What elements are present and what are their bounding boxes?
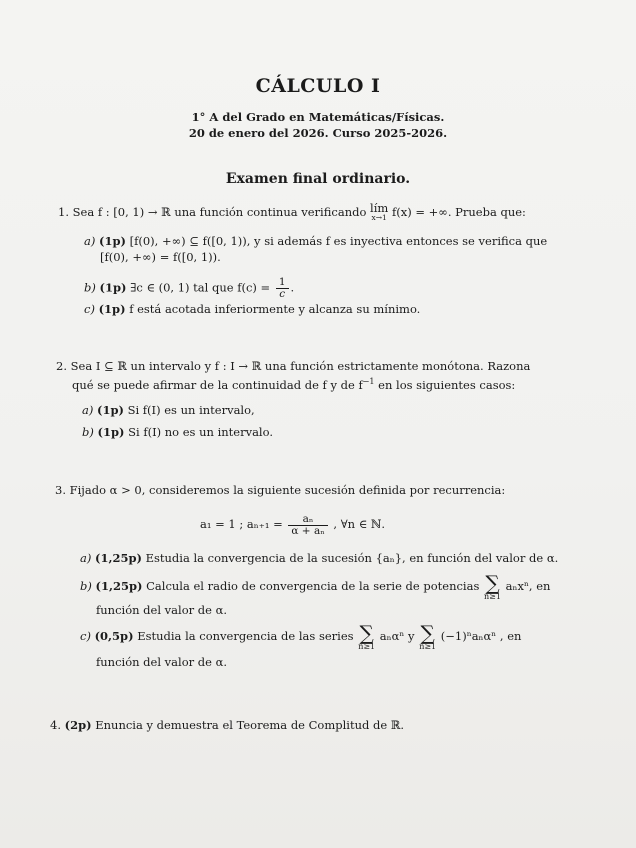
item-text: Calcula el radio de convergencia de la serie de potencias [146, 579, 480, 593]
course-title: CÁLCULO I [255, 75, 381, 97]
limit-word: lím [370, 201, 389, 215]
series-term: aₙxⁿ, en [505, 579, 551, 593]
problem-text: f(x) = +∞. Prueba que: [391, 205, 526, 219]
problem-text: Sea I ⊆ ℝ un intervalo y f : I → ℝ una función estrictamente monótona. Razona [70, 359, 531, 373]
exam-title: Examen final ordinario. [225, 171, 411, 187]
item-marker: c) [84, 302, 95, 316]
fraction-numerator: aₙ [288, 514, 327, 526]
item-marker: b) [80, 579, 92, 593]
item-text: Si f(I) es un intervalo, [127, 403, 255, 417]
item-marker: a) [84, 234, 96, 248]
sum-symbol: ∑ [485, 570, 500, 595]
problem-3b [80, 572, 550, 601]
sum-index: n≥1 [484, 591, 501, 601]
equation-right: , ∀n ∈ ℕ. [333, 517, 386, 531]
sum-symbol: ∑ [420, 620, 435, 645]
item-text: Estudia la convergencia de la sucesión {aₙ}, en función del valor de α. [145, 551, 559, 565]
item-text: Si f(I) no es un intervalo. [128, 425, 273, 439]
points-label: (1p) [97, 425, 125, 439]
series-term: (−1)ⁿaₙαⁿ , en [440, 629, 522, 643]
problem-text: Enuncia y demuestra el Teorema de Complitud de ℝ. [95, 718, 405, 732]
points-label: (1,25p) [95, 579, 143, 593]
item-text-continuation: función del valor de α. [96, 603, 228, 617]
points-label: (1p) [98, 302, 126, 316]
item-marker: b) [84, 280, 96, 295]
problem-3a [80, 551, 558, 565]
item-marker: c) [80, 629, 91, 643]
problem-2-stem [56, 359, 530, 373]
problem-2-stem-continuation [72, 375, 515, 392]
problem-text: qué se puede afirmar de la continuidad de f y de f [72, 377, 363, 392]
problem-4 [50, 718, 404, 732]
problem-1-stem [58, 203, 526, 223]
problem-2b [82, 425, 273, 439]
points-label: (1p) [97, 403, 124, 417]
problem-3-stem [55, 483, 505, 497]
problem-1a [84, 234, 547, 248]
inverse-superscript: −1 [362, 377, 375, 386]
item-text: . [290, 280, 295, 295]
problem-text: en los siguientes casos: [378, 377, 516, 392]
item-text: [f(0), +∞) ⊆ f([0, 1)), y si además f es inyectiva entonces se verifica que [129, 234, 548, 248]
series-term: aₙαⁿ y [379, 629, 415, 643]
problem-2a [82, 403, 255, 417]
points-label: (1p) [99, 280, 127, 295]
problem-1c [84, 302, 420, 316]
fraction-denominator: c [279, 288, 286, 300]
problem-number: 2. [56, 359, 67, 373]
equation-left: a₁ = 1 ; aₙ₊₁ = [200, 517, 283, 531]
problem-text: Sea f : [0, 1) → ℝ una función continua verificando [72, 205, 367, 219]
item-marker: a) [80, 551, 92, 565]
problem-number: 4. [50, 718, 61, 732]
sum-symbol: ∑ [359, 620, 374, 645]
points-label: (1p) [99, 234, 126, 248]
item-text: ∃c ∈ (0, 1) tal que f(c) = [130, 280, 271, 295]
fraction-denominator: α + aₙ [291, 524, 325, 537]
problem-text: Fijado α > 0, consideremos la siguiente sucesión definida por recurrencia: [69, 483, 506, 497]
recurrence-fraction [288, 514, 327, 537]
fraction [276, 277, 289, 300]
item-text-continuation: función del valor de α. [96, 655, 228, 669]
problem-number: 3. [55, 483, 66, 497]
limit-operator [370, 203, 388, 223]
problem-1b [84, 277, 294, 300]
points-label: (1,25p) [95, 551, 142, 565]
fraction-numerator: 1 [276, 277, 289, 289]
item-marker: b) [82, 425, 94, 439]
item-text: f está acotada inferiormente y alcanza su mínimo. [129, 302, 421, 316]
item-text: Estudia la convergencia de las series [137, 629, 354, 643]
limit-subscript: x→1 [371, 213, 387, 222]
sum-index: n≥1 [419, 641, 437, 651]
problem-number: 1. [58, 205, 69, 219]
degree-line: 1° A del Grado en Matemáticas/Físicas. [191, 110, 445, 124]
recurrence-equation [200, 512, 385, 537]
sum-operator [358, 620, 376, 651]
sum-operator [484, 570, 501, 601]
item-marker: a) [82, 403, 94, 417]
sum-index: n≥1 [358, 641, 376, 651]
problem-3c [80, 622, 521, 651]
item-text-continuation: [f(0), +∞) = f([0, 1)). [100, 250, 221, 264]
date-line: 20 de enero del 2026. Curso 2025-2026. [188, 126, 448, 140]
sum-operator [419, 620, 437, 651]
points-label: (0,5p) [94, 629, 134, 643]
points-label: (2p) [64, 718, 92, 732]
